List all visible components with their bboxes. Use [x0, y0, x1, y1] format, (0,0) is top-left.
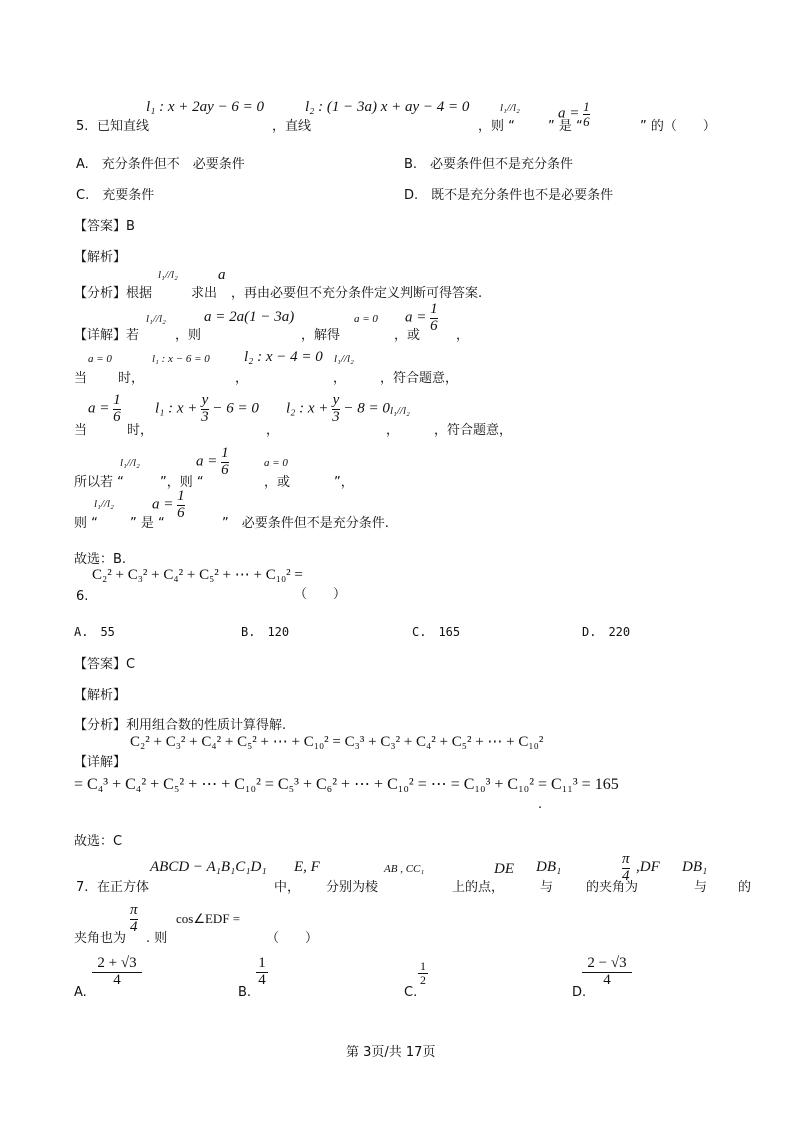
- q6-expression: C₂² + C₃² + C₄² + C₅² + ⋯ + C₁₀² =: [92, 567, 303, 583]
- q7-option-c-label: C.: [404, 985, 418, 1000]
- page-footer: 第 3页/共 17页: [346, 1045, 436, 1060]
- q5-xj-end: ，: [456, 328, 470, 343]
- q5-xj-or: ，或: [394, 328, 421, 343]
- q5-ze-a: a = $\frac{1}{6}$: [152, 488, 185, 521]
- q7-option-b-label: B.: [238, 985, 252, 1000]
- q5-case1-ok: ，符合题意，: [380, 371, 459, 386]
- q7-paren: （ ）: [266, 931, 319, 946]
- q5-so-end: ”，: [334, 475, 354, 490]
- q6-option-b: B. 120: [241, 625, 290, 639]
- q6-line1: C₂² + C₃² + C₄² + C₅² + ⋯ + C₁₀² = C₃³ + C₃² + C₄² + C₅² + ⋯ + C₁₀²: [130, 734, 544, 750]
- q7-number: 7.: [76, 880, 89, 895]
- q5-case1-comma2: ，: [333, 371, 347, 386]
- q5-ze: 则 “: [74, 516, 98, 531]
- q5-analysis-title: 【解析】: [74, 250, 127, 265]
- q7-text8: 的: [738, 880, 752, 895]
- q5-case2-ok: ，符合题意，: [434, 423, 513, 438]
- q5-xj-parallel: l₁//l₂: [146, 313, 166, 325]
- q5-cond-a: a = $\frac{1}{6}$: [558, 99, 590, 129]
- q5-l1-equation: l₁ : x + 2ay − 6 = 0: [146, 99, 265, 115]
- q7-text4: 上的点，: [452, 880, 505, 895]
- q5-fenxi-end: ，再由必要但不充分条件定义判断可得答案.: [231, 286, 483, 301]
- q5-fenxi: 【分析】根据: [74, 286, 153, 301]
- q5-ze-end: ” 必要条件但不是充分条件.: [222, 516, 389, 531]
- q5-case2-when: 当: [74, 423, 88, 438]
- q5-so-parallel: l₁//l₂: [120, 457, 140, 469]
- q5-ze-is: ” 是 “: [130, 516, 165, 531]
- q5-cond-parallel: l₁//l₂: [500, 102, 520, 114]
- q7-df: ,DF: [636, 859, 660, 875]
- q7-text9: 夹角也为: [74, 931, 127, 946]
- q5-case1-comma1: ，: [235, 371, 249, 386]
- q5-so-then: ”，则 “: [160, 475, 204, 490]
- q5-fenxi-parallel: l₁//l₂: [158, 269, 178, 281]
- q5-text-then: ，则 “: [478, 119, 515, 134]
- q5-text-of: ” 的（ ）: [640, 119, 716, 134]
- q5-option-a: A. 充分条件但不 必要条件: [76, 157, 245, 172]
- q5-text-known-line: 已知直线: [97, 119, 150, 134]
- q6-answer: 【答案】C: [74, 657, 136, 672]
- q7-text5: 与: [540, 880, 554, 895]
- q6-paren: （ ）: [294, 587, 347, 602]
- q5-option-c: C. 充要条件: [76, 188, 155, 203]
- q5-xj-a0: a = 0: [354, 313, 378, 325]
- q5-xiangjie: 【详解】若: [74, 328, 140, 343]
- q6-option-a: A. 55: [74, 625, 115, 639]
- q5-so-or: ，或: [264, 475, 291, 490]
- q7-option-d-label: D.: [572, 985, 587, 1000]
- q7-cube: ABCD − A₁B₁C₁D₁: [150, 859, 267, 875]
- q5-case1-parallel: l₁//l₂: [334, 353, 354, 365]
- q5-choose: 故选：B.: [74, 552, 127, 567]
- q5-case2-comma1: ，: [266, 423, 280, 438]
- q7-pi-frac-2: $\frac{\pi}{4}$: [130, 902, 138, 935]
- q6-line2: = C₄³ + C₄² + C₅² + ⋯ + C₁₀² = C₅³ + C₆² + ⋯ + C₁₀² = ⋯ = C₁₀³ + C₁₀² = C₁₁³ = 165: [74, 776, 619, 793]
- q5-option-d: D. 既不是充分条件也不是必要条件: [404, 188, 614, 203]
- q7-ef: E, F: [294, 859, 320, 875]
- q5-case2-l2: l₂ : x + $\frac{y}{3}$ − 8 = 0: [286, 392, 390, 425]
- q6-option-c: C. 165: [412, 625, 461, 639]
- q7-option-b-value: $\frac{1}{4}$: [256, 956, 268, 989]
- q5-option-b: B. 必要条件但不是充分条件: [404, 157, 574, 172]
- q6-end-dot: .: [538, 797, 543, 812]
- q5-xj-solve: ，解得: [301, 328, 341, 343]
- q6-xiangjie: 【详解】: [74, 755, 127, 770]
- q7-de: DE: [494, 861, 514, 877]
- q5-case1-a: a = 0: [88, 353, 112, 365]
- q7-db1-second: DB₁: [682, 859, 708, 875]
- q7-text10: . 则: [146, 931, 168, 946]
- q7-option-a-label: A.: [74, 985, 87, 1000]
- q5-text-comma: ，直线: [272, 119, 312, 134]
- q5-case2-a: a = $\frac{1}{6}$: [88, 392, 121, 425]
- q5-xj-a-frac: a = $\frac{1}{6}$: [405, 301, 438, 334]
- q5-fenxi-a: a: [218, 267, 226, 283]
- q6-analysis-title: 【解析】: [74, 688, 127, 703]
- q6-fenxi: 【分析】利用组合数的性质计算得解.: [74, 718, 287, 733]
- q5-so-a0: a = 0: [264, 457, 288, 469]
- q5-case1-when: 当: [74, 371, 88, 386]
- q5-answer: 【答案】B: [74, 219, 135, 234]
- q5-case2-comma2: ，: [386, 423, 400, 438]
- q5-xj-eq: a = 2a(1 − 3a): [204, 309, 295, 325]
- q6-number: 6.: [76, 589, 89, 604]
- q7-option-c-value: $\frac{1}{2}$: [420, 959, 426, 987]
- q6-option-d: D. 220: [582, 625, 631, 639]
- q5-text-is: ” 是 “: [548, 119, 583, 134]
- q5-so-a: a = $\frac{1}{6}$: [196, 445, 229, 478]
- q7-option-d-value: $\frac{2 - √3}{4}$: [582, 956, 632, 989]
- q7-pi-frac: $\frac{\pi}{4}$: [622, 851, 630, 884]
- q7-option-a-value: $\frac{2 + √3}{4}$: [92, 956, 142, 989]
- q7-db1: DB₁: [536, 859, 562, 875]
- q5-case2-l1: l₁ : x + $\frac{y}{3}$ − 6 = 0: [155, 392, 259, 425]
- q5-number: 5.: [76, 119, 89, 134]
- q7-cos: cos∠EDF =: [176, 911, 241, 926]
- q5-ze-parallel: l₁//l₂: [94, 498, 114, 510]
- q5-xj-then: ，则: [175, 328, 202, 343]
- q7-text3: 分别为棱: [326, 880, 379, 895]
- q7-edges: AB , CC₁: [384, 863, 425, 875]
- q5-l2-equation: l₂ : (1 − 3a) x + ay − 4 = 0: [305, 99, 470, 115]
- q7-text1: 在正方体: [97, 880, 150, 895]
- q7-text2: 中，: [274, 880, 301, 895]
- q6-choose: 故选：C: [74, 834, 123, 849]
- q7-text7: 与: [694, 880, 708, 895]
- q5-case1-l2: l₂ : x − 4 = 0: [244, 349, 323, 365]
- q5-case2-time: 时，: [127, 423, 154, 438]
- q5-case1-time: 时，: [118, 371, 145, 386]
- q5-fenxi-mid: 求出: [191, 286, 218, 301]
- q7-text6: 的夹角为: [586, 880, 639, 895]
- q5-so-if: 所以若 “: [74, 475, 124, 490]
- q5-case2-parallel: l₁//l₂: [390, 405, 410, 417]
- q5-case1-l1: l₁ : x − 6 = 0: [152, 353, 210, 365]
